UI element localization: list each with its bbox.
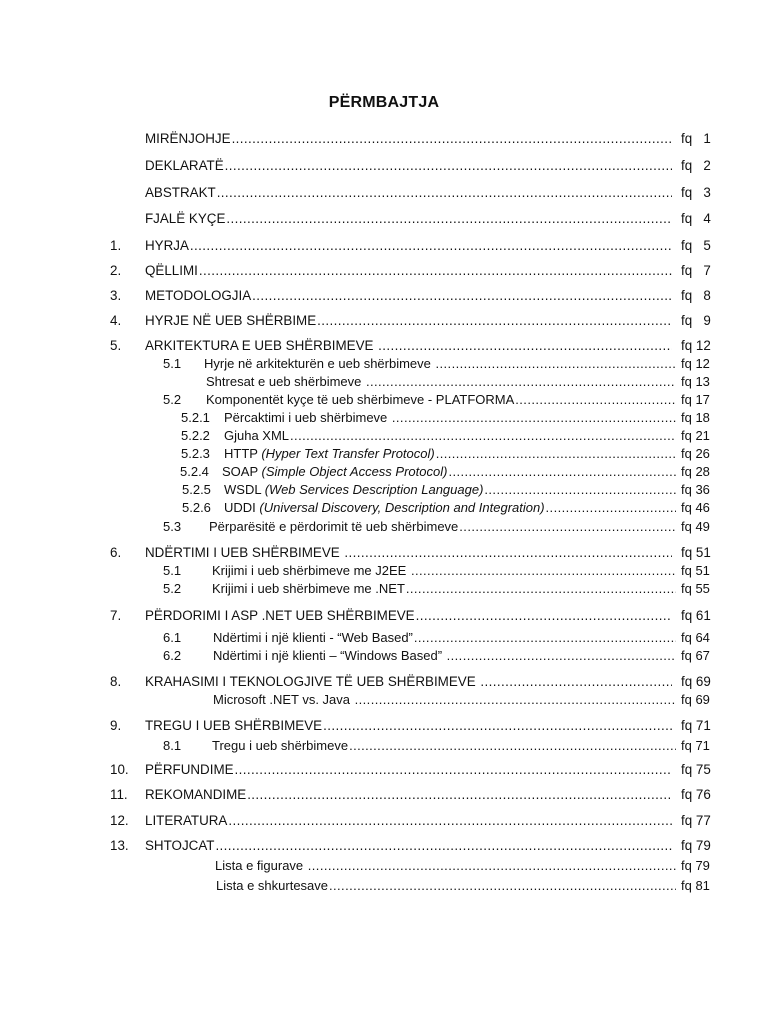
toc-entry-page: fq 21 [681,428,710,443]
dot-leader [392,409,676,426]
toc-entry-title-with-leader [145,837,672,854]
toc-entry-title-italic: (Web Services Description Language) [264,482,484,497]
dot-leader [232,130,672,147]
toc-entry-page: fq 46 [681,500,710,515]
toc-entry-title-with-leader [145,157,672,174]
toc-entry-title-with-leader [145,130,672,147]
toc-entry-title: Krijimi i ueb shërbimeve me .NET [212,581,405,596]
toc-entry [0,337,768,354]
toc-entry-title-with-leader [145,761,672,778]
toc-entry-page: fq 12 [681,356,710,371]
toc-entry-title-with-leader [213,691,676,708]
toc-entry-title: Gjuha XML [224,428,290,443]
dot-leader [228,812,672,829]
toc-entry-page: fq 26 [681,446,710,461]
toc-entry-title: ABSTRAKT [145,185,216,200]
toc-entry-page: fq 79 [681,858,710,873]
toc-entry-page: fq 71 [681,738,710,753]
toc-entry [0,786,768,803]
dot-leader [436,445,676,462]
toc-entry-title-with-leader [145,812,672,829]
toc-entry-number: 4. [110,313,122,328]
toc-entry-page: fq 3 [681,185,711,200]
dot-leader [308,857,676,874]
toc-entry-title: HTTP (Hyper Text Transfer Protocol) [224,446,435,461]
toc-entry-number: 11. [110,787,128,802]
toc-entry [0,877,768,894]
toc-entry-number: 7. [110,608,122,623]
toc-entry [0,629,768,646]
toc-entry [0,737,768,754]
toc-entry-title: PËRDORIMI I ASP .NET UEB SHËRBIMEVE [145,608,415,623]
toc-entry-number: 5.2.3 [181,446,210,461]
toc-entry-page: fq 55 [681,581,710,596]
toc-entry-title-italic: (Hyper Text Transfer Protocol) [261,446,435,461]
toc-entry [0,481,768,498]
toc-entry-number: 9. [110,718,122,733]
toc-entry-title: FJALË KYÇE [145,211,226,226]
toc-entry-number: 13. [110,838,129,853]
toc-entry [0,812,768,829]
dot-leader [225,157,672,174]
dot-leader [411,562,676,579]
toc-entry-page: fq 1 [681,131,711,146]
dot-leader [190,237,672,254]
toc-entry-page: fq 28 [681,464,710,479]
toc-entry-title: Lista e shkurtesave [216,878,329,893]
toc-entry-number: 12. [110,813,129,828]
toc-entry [0,518,768,535]
toc-entry [0,427,768,444]
dot-leader [317,312,672,329]
dot-leader [416,607,672,624]
toc-entry-title: HYRJA [145,238,189,253]
toc-entry-title-with-leader [145,544,672,561]
dot-leader [247,786,672,803]
toc-entry [0,837,768,854]
toc-entry [0,499,768,516]
dot-leader [546,499,676,516]
toc-entry [0,580,768,597]
toc-entry-page: fq 81 [681,878,710,893]
toc-entry-number: 5.1 [163,563,182,578]
toc-entry-page: fq 18 [681,410,710,425]
toc-entry-number: 3. [110,288,122,303]
dot-leader [366,373,676,390]
toc-entry-title-with-leader [145,673,672,690]
toc-entry-page: fq 77 [681,813,711,828]
toc-entry-title-with-leader [145,210,672,227]
toc-entry-title-with-leader [145,262,672,279]
toc-entry-title: Microsoft .NET vs. Java [213,692,354,707]
toc-entry-title: Hyrje në arkitekturën e ueb shërbimeve [204,356,435,371]
toc-entry-title-with-leader [212,562,676,579]
toc-entry-page: fq 67 [681,648,710,663]
dot-leader [414,629,676,646]
dot-leader [226,210,672,227]
toc-entry [0,544,768,561]
toc-entry-title: LITERATURA [145,813,228,828]
dot-leader [329,877,676,894]
toc-entry-title: SOAP (Simple Object Access Protocol) [222,464,448,479]
toc-entry-number: 5.2 [163,581,182,596]
toc-entry [0,607,768,624]
toc-entry-title: TREGU I UEB SHËRBIMEVE [145,718,323,733]
toc-entry-page: fq 5 [681,238,711,253]
toc-entry [0,237,768,254]
toc-entry-title: Ndërtimi i një klienti - “Web Based” [213,630,413,645]
toc-entry [0,130,768,147]
toc-entry-title-with-leader [145,312,672,329]
toc-entry-page: fq 7 [681,263,711,278]
toc-entry [0,373,768,390]
toc-entry-title-with-leader [209,518,676,535]
toc-entry-page: fq 79 [681,838,711,853]
toc-entry-page: fq 69 [681,692,710,707]
toc-entry-number: 1. [110,238,122,253]
toc-entry-title-with-leader [145,237,672,254]
toc-entry [0,184,768,201]
toc-entry-page: fq 61 [681,608,711,623]
toc-entry-page: fq 51 [681,545,711,560]
toc-entry [0,287,768,304]
toc-entry-title: ARKITEKTURA E UEB SHËRBIMEVE [145,338,378,353]
toc-entry-page: fq 17 [681,392,710,407]
toc-entry-number: 5.2.1 [181,410,210,425]
dot-leader [447,647,676,664]
toc-entry [0,673,768,690]
toc-entry-title-with-leader [206,391,676,408]
dot-leader [448,463,676,480]
toc-entry-number: 5.2.4 [180,464,209,479]
toc-entry-title: NDËRTIMI I UEB SHËRBIMEVE [145,545,344,560]
toc-entry-page: fq 13 [681,374,710,389]
dot-leader [215,837,672,854]
toc-entry-title-with-leader [204,355,676,372]
toc-entry-title: Përparësitë e përdorimit të ueb shërbimeve [209,519,459,534]
toc-entry-page: fq 51 [681,563,710,578]
toc-entry-title: PËRFUNDIME [145,762,234,777]
toc-entry-page: fq 71 [681,718,711,733]
dot-leader [459,518,676,535]
toc-entry-title-with-leader [224,445,676,462]
dot-leader [484,481,676,498]
toc-entry [0,312,768,329]
toc-entry-title: Krijimi i ueb shërbimeve me J2EE [212,563,410,578]
toc-entry-title-with-leader [206,373,676,390]
toc-entry-title: WSDL (Web Services Description Language) [224,482,484,497]
dot-leader [252,287,672,304]
toc-entry-title: Shtresat e ueb shërbimeve [206,374,365,389]
toc-entry [0,562,768,579]
toc-entry-title: KRAHASIMI I TEKNOLOGJIVE TË UEB SHËRBIMEVE [145,674,480,689]
toc-entry-number: 5. [110,338,122,353]
toc-entry-number: 8. [110,674,122,689]
toc-entry-title-with-leader [145,786,672,803]
toc-entry-title-with-leader [216,877,676,894]
toc-entry-title-with-leader [224,499,676,516]
toc-entry-title-with-leader [213,629,676,646]
toc-entry-title: REKOMANDIME [145,787,247,802]
toc-entry [0,647,768,664]
dot-leader [406,580,676,597]
toc-entry-number: 6.2 [163,648,182,663]
dot-leader [323,717,672,734]
toc-entry-title: Ndërtimi i një klienti – “Windows Based” [213,648,446,663]
toc-entry-number: 5.2.2 [181,428,210,443]
toc-entry-page: fq 2 [681,158,711,173]
toc-entry-title-with-leader [145,607,672,624]
toc-entry-page: fq 69 [681,674,711,689]
toc-entry [0,391,768,408]
toc-entry-number: 6. [110,545,122,560]
toc-entry-number: 6.1 [163,630,182,645]
toc-entry-title: Tregu i ueb shërbimeve [212,738,349,753]
toc-entry [0,210,768,227]
toc-entry-title: METODOLOGJIA [145,288,252,303]
toc-entry-title-with-leader [145,337,672,354]
toc-entry [0,445,768,462]
page-title: PËRMBAJTJA [328,94,440,111]
toc-entry-title: QËLLIMI [145,263,198,278]
toc-entry-title: Lista e figurave [215,858,307,873]
toc-entry-title: Përcaktimi i ueb shërbimeve [224,410,391,425]
toc-entry-number: 5.3 [163,519,182,534]
toc-entry-number: 5.1 [163,356,182,371]
dot-leader [378,337,672,354]
dot-leader [344,544,672,561]
toc-entry [0,355,768,372]
toc-entry [0,691,768,708]
toc-entry-title-with-leader [224,409,676,426]
dot-leader [355,691,676,708]
toc-entry-title-with-leader [222,463,676,480]
toc-entry-title: SHTOJCAT [145,838,215,853]
toc-entry-title-with-leader [145,184,672,201]
toc-entry [0,157,768,174]
toc-entry-number: 10. [110,762,129,777]
dot-leader [349,737,676,754]
dot-leader [235,761,672,778]
dot-leader [515,391,676,408]
toc-entry-title-with-leader [212,580,676,597]
toc-entry [0,717,768,734]
dot-leader [199,262,672,279]
toc-entry-title-with-leader [213,647,676,664]
dot-leader [436,355,676,372]
toc-entry-title: Komponentët kyçe të ueb shërbimeve - PLATFORMA [206,392,515,407]
toc-entry [0,262,768,279]
toc-entry-page: fq 49 [681,519,710,534]
toc-entry-title-with-leader [224,481,676,498]
toc-entry-page: fq 75 [681,762,711,777]
dot-leader [480,673,672,690]
toc-entry-page: fq 76 [681,787,711,802]
toc-entry [0,463,768,480]
toc-entry-title-with-leader [224,427,676,444]
toc-entry-title-italic: (Universal Discovery, Description and Integration) [259,500,545,515]
toc-entry-number: 5.2.6 [182,500,211,515]
toc-entry-page: fq 64 [681,630,710,645]
toc-entry [0,409,768,426]
toc-entry-number: 8.1 [163,738,182,753]
toc-entry-title: HYRJE NË UEB SHËRBIME [145,313,317,328]
toc-entry-title-with-leader [145,717,672,734]
toc-entry-page: fq 8 [681,288,711,303]
toc-entry-title-with-leader [212,737,676,754]
toc-entry-number: 5.2.5 [182,482,211,497]
toc-entry-page: fq 9 [681,313,711,328]
toc-entry-number: 2. [110,263,122,278]
toc-entry [0,857,768,874]
dot-leader [217,184,672,201]
toc-entry-title-italic: (Simple Object Access Protocol) [261,464,448,479]
toc-entry [0,761,768,778]
toc-entry-title: UDDI (Universal Discovery, Description and Integration) [224,500,545,515]
toc-entry-page: fq 12 [681,338,711,353]
toc-entry-number: 5.2 [163,392,182,407]
toc-entry-title: DEKLARATË [145,158,224,173]
toc-entry-page: fq 4 [681,211,711,226]
toc-entry-title: MIRËNJOHJE [145,131,231,146]
dot-leader [290,427,676,444]
toc-entry-title-with-leader [145,287,672,304]
toc-entry-title-with-leader [215,857,676,874]
toc-entry-page: fq 36 [681,482,710,497]
